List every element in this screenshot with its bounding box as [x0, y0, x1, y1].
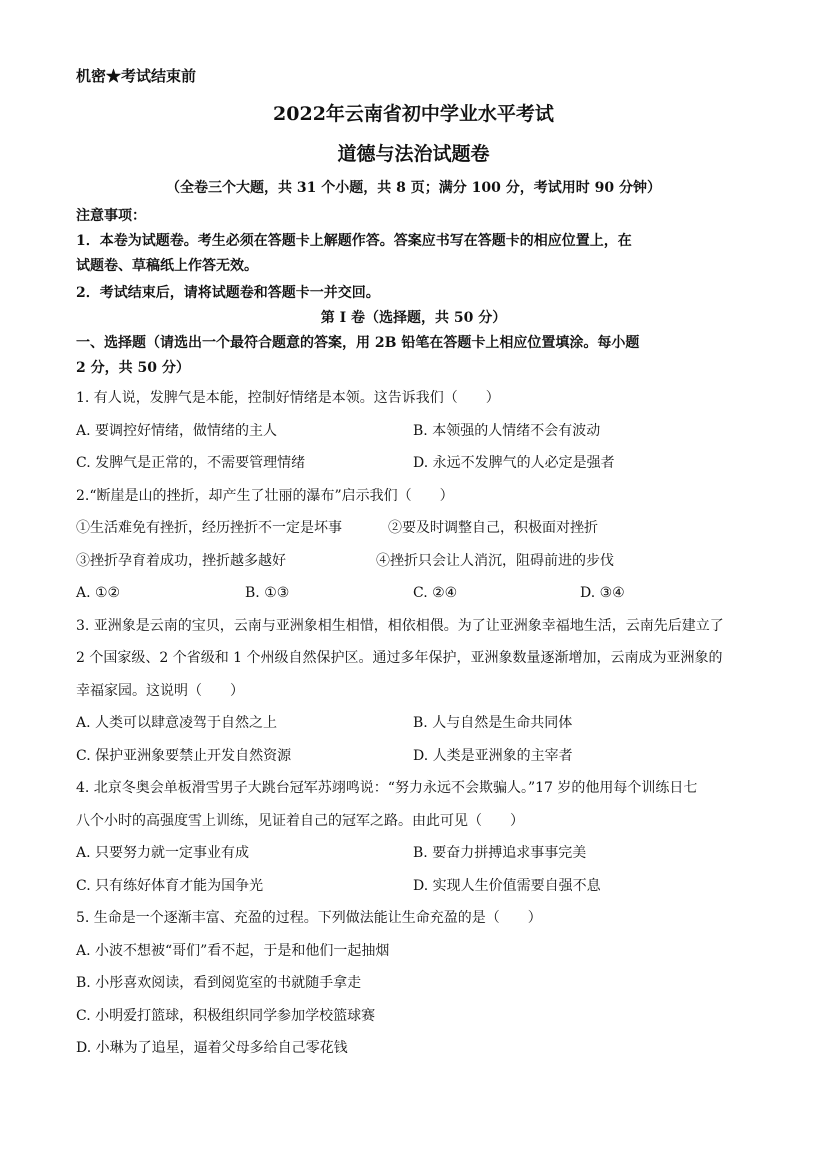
question-2-stem: 2.“断崖是山的挫折，却产生了壮丽的瀑布”启示我们（ ）	[76, 488, 454, 504]
question-4-stem-line-1: 4. 北京冬奥会单板滑雪男子大跳台冠军苏翊鸣说：“努力永远不会欺骗人。”17 岁的他用每个训练日七	[76, 780, 698, 796]
question-5-option-d: D. 小琳为了追星，逼着父母多给自己零花钱	[76, 1040, 348, 1056]
note-item-1-line-2: 试题卷、草稿纸上作答无效。	[76, 258, 258, 274]
question-3-stem-line-3: 幸福家园。这说明（ ）	[76, 683, 244, 699]
question-5-option-a: A. 小波不想被“哥们”看不起，于是和他们一起抽烟	[76, 943, 390, 959]
question-3-option-b: B. 人与自然是生命共同体	[413, 715, 573, 731]
question-1-stem: 1. 有人说，发脾气是本能，控制好情绪是本领。这告诉我们（ ）	[76, 390, 500, 406]
question-5-option-b: B. 小彤喜欢阅读，看到阅览室的书就随手拿走	[76, 975, 362, 991]
question-2-option-a: A. ①②	[76, 585, 121, 601]
question-5-stem: 5. 生命是一个逐渐丰富、充盈的过程。下列做法能让生命充盈的是（ ）	[76, 910, 542, 926]
question-3-option-d: D. 人类是亚洲象的主宰者	[413, 748, 573, 764]
exam-title: 2022年云南省初中学业水平考试	[273, 103, 554, 125]
question-2-statement-2: ②要及时调整自己，积极面对挫折	[388, 520, 598, 536]
question-1-option-b: B. 本领强的人情绪不会有波动	[413, 423, 601, 439]
question-2-option-d: D. ③④	[580, 585, 625, 601]
question-1-option-c: C. 发脾气是正常的，不需要管理情绪	[76, 455, 306, 471]
question-4-option-a: A. 只要努力就一定事业有成	[76, 845, 250, 861]
question-2-statement-4: ④挫折只会让人消沉，阻碍前进的步伐	[376, 553, 614, 569]
question-3-option-c: C. 保护亚洲象要禁止开发自然资源	[76, 748, 292, 764]
exam-summary: （全卷三个大题，共 31 个小题，共 8 页；满分 100 分，考试用时 90 分钟）	[166, 180, 661, 196]
question-1-option-d: D. 永远不发脾气的人必定是强者	[413, 455, 615, 471]
question-2-option-c: C. ②④	[413, 585, 458, 601]
question-5-option-c: C. 小明爱打篮球，积极组织同学参加学校篮球赛	[76, 1008, 376, 1024]
section-instruction-line-2: 2 分，共 50 分）	[76, 360, 190, 376]
question-4-option-d: D. 实现人生价值需要自强不息	[413, 878, 601, 894]
note-item-1-line-1: 1．本卷为试题卷。考生必须在答题卡上解题作答。答案应书写在答题卡的相应位置上，在	[76, 233, 632, 249]
question-3-stem-line-2: 2 个国家级、2 个省级和 1 个州级自然保护区。通过多年保护，亚洲象数量逐渐增加，云南成为亚洲象的	[76, 650, 723, 666]
question-4-option-c: C. 只有练好体育才能为国争光	[76, 878, 264, 894]
notes-heading: 注意事项：	[76, 208, 146, 224]
question-1-option-a: A. 要调控好情绪，做情绪的主人	[76, 423, 278, 439]
question-4-option-b: B. 要奋力拼搏追求事事完美	[413, 845, 587, 861]
question-3-stem-line-1: 3. 亚洲象是云南的宝贝，云南与亚洲象相生相惜，相依相偎。为了让亚洲象幸福地生活，云南先后建立了	[76, 618, 724, 634]
question-2-option-b: B. ①③	[245, 585, 290, 601]
question-4-stem-line-2: 八个小时的高强度雪上训练，见证着自己的冠军之路。由此可见（ ）	[76, 813, 524, 829]
part-heading: 第 I 卷（选择题，共 50 分）	[320, 310, 507, 326]
subject-title: 道德与法治试题卷	[337, 143, 490, 165]
question-3-option-a: A. 人类可以肆意凌驾于自然之上	[76, 715, 278, 731]
question-2-statement-1: ①生活难免有挫折，经历挫折不一定是坏事	[76, 520, 342, 536]
confidential-label: 机密★考试结束前	[76, 67, 197, 85]
note-item-2: 2．考试结束后，请将试题卷和答题卡一并交回。	[76, 285, 380, 301]
section-instruction-line-1: 一、选择题（请选出一个最符合题意的答案，用 2B 铅笔在答题卡上相应位置填涂。每小题	[76, 335, 640, 351]
question-2-statement-3: ③挫折孕育着成功，挫折越多越好	[76, 553, 286, 569]
